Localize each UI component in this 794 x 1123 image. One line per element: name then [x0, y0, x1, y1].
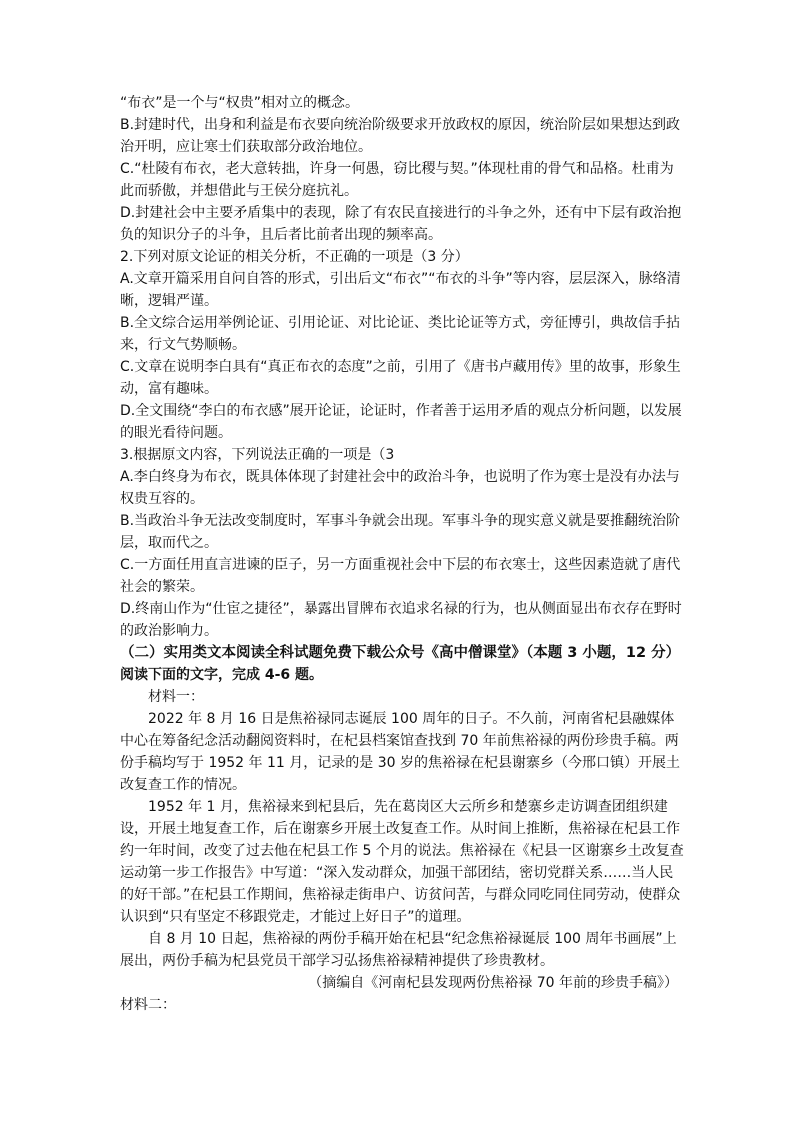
q2-option-d: D.全文围绕“李白的布衣感”展开论证，论证时，作者善于运用矛盾的观点分析问题，以发展的眼光看待问题。 — [120, 403, 682, 441]
material-two-label: 材料二： — [120, 997, 176, 1013]
material-one-paragraph-2: 1952 年 1 月，焦裕禄来到杞县后，先在葛岗区大云所乡和楚寨乡走访调查团组织建设，开展土地复查工作，后在谢寨乡开展土改复查工作。从时间上推断，焦裕禄在杞县工作约一年时间，改变了过去他在杞县工作 5 个月的说法。焦裕禄在《杞县一区谢寨乡土改复查运动第一步工作报告》中写道：“深入发动群众，加强干部团结，密切党群关系……当人民的好干部。”在杞县工作期间，焦裕禄走街串户、访贫问苦，与群众同吃同住同劳动，使群众认识到“只有坚定不移跟党走，才能过上好日子”的道理。 — [120, 799, 684, 925]
q2-option-a: A.文章开篇采用自问自答的形式，引出后文“布衣”“布衣的斗争”等内容，层层深入，脉络清晰，逻辑严谨。 — [120, 271, 681, 309]
q3-option-c: C.一方面任用直言进谏的臣子，另一方面重视社会中下层的布衣寒士，这些因素造就了唐代社会的繁荣。 — [120, 557, 681, 595]
q2-option-c: C.文章在说明李白具有“真正布衣的态度”之前，引用了《唐书卢藏用传》里的故事，形象生动，富有趣味。 — [120, 359, 681, 397]
q3-stem: 3.根据原文内容，下列说法正确的一项是（3 — [120, 447, 395, 463]
opening-line: “布衣”是一个与“权贵”相对立的概念。 — [120, 95, 360, 111]
reading-instruction: 阅读下面的文字，完成 4-6 题。 — [120, 667, 324, 683]
material-one-label: 材料一： — [148, 689, 204, 705]
q3-option-b: B.当政治斗争无法改变制度时，军事斗争就会出现。军事斗争的现实意义就是要推翻统治阶层，取而代之。 — [120, 513, 681, 551]
q1-option-c: C.“杜陵有布衣，老大意转拙，许身一何愚，窃比稷与契。”体现杜甫的骨气和品格。杜甫为此而骄傲，并想借此与王侯分庭抗礼。 — [120, 161, 674, 199]
q1-option-d: D.封建社会中主要矛盾集中的表现，除了有农民直接进行的斗争之外，还有中下层有政治抱负的知识分子的斗争，且后者比前者出现的频率高。 — [120, 205, 682, 243]
q2-stem: 2.下列对原文论证的相关分析，不正确的一项是（3 分） — [120, 249, 469, 265]
q1-option-b: B.封建时代，出身和利益是布衣要向统治阶级要求开放政权的原因，统治阶层如果想达到政治开明，应让寒士们获取部分政治地位。 — [120, 117, 681, 155]
material-one-source: （摘编自《河南杞县发现两份焦裕禄 70 年前的珍贵手稿》） — [308, 975, 678, 991]
section-heading: （二）实用类文本阅读全科试题免费下载公众号《高中僧课堂》（本题 3 小题，12 分） — [120, 645, 681, 661]
material-one-paragraph-3: 自 8 月 10 日起，焦裕禄的两份手稿开始在杞县“纪念焦裕禄诞辰 100 周年书画展”上展出，两份手稿为杞县党员干部学习弘扬焦裕禄精神提供了珍贵教材。 — [120, 931, 677, 969]
q2-option-b: B.全文综合运用举例论证、引用论证、对比论证、类比论证等方式，旁征博引，典故信手拈来，行文气势顺畅。 — [120, 315, 681, 353]
q3-option-a: A.李白终身为布衣，既具体体现了封建社会中的政治斗争，也说明了作为寒士是没有办法与权贵互容的。 — [120, 469, 680, 507]
material-one-paragraph-1: 2022 年 8 月 16 日是焦裕禄同志诞辰 100 周年的日子。不久前，河南省杞县融媒体中心在筹备纪念活动翻阅资料时，在杞县档案馆查找到 70 年前焦裕禄的两份珍贵手稿。两份手稿均写于 1952 年 11 月，记录的是 30 岁的焦裕禄在杞县谢寨乡（今邢口镇）开展土改复查工作的情况。 — [120, 711, 680, 793]
q3-option-d: D.终南山作为“仕宦之捷径”，暴露出冒牌布衣追求名禄的行为，也从侧面显出布衣存在野时的政治影响力。 — [120, 601, 682, 639]
document-body — [120, 92, 686, 1016]
